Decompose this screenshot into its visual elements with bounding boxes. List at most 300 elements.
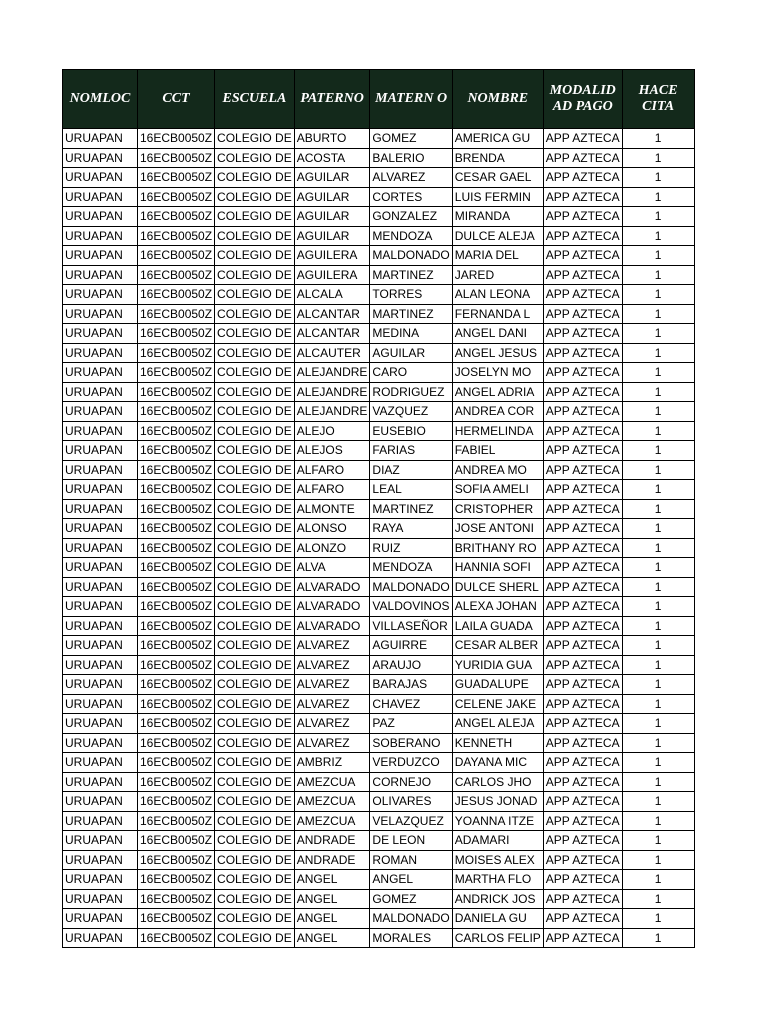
cell-hace-cita[interactable]: 1 [622,538,694,558]
cell-cct[interactable]: 16ECB0050Z [138,811,215,831]
cell-cct[interactable]: 16ECB0050Z [138,519,215,539]
header-modalidad-pago[interactable]: MODALID AD PAGO [543,70,622,129]
cell-nombre[interactable]: JESUS JONAD [452,792,543,812]
cell-cct[interactable]: 16ECB0050Z [138,382,215,402]
cell-hace-cita[interactable]: 1 [622,499,694,519]
cell-cct[interactable]: 16ECB0050Z [138,402,215,422]
cell-materno[interactable]: DE LEON [370,831,452,851]
cell-hace-cita[interactable]: 1 [622,811,694,831]
cell-cct[interactable]: 16ECB0050Z [138,714,215,734]
cell-paterno[interactable]: ALVAREZ [294,714,370,734]
cell-escuela[interactable]: COLEGIO DE [215,577,295,597]
cell-hace-cita[interactable]: 1 [622,168,694,188]
cell-materno[interactable]: GOMEZ [370,129,452,149]
cell-nombre[interactable]: ANDRICK JOS [452,889,543,909]
cell-materno[interactable]: MALDONADO [370,246,452,266]
cell-paterno[interactable]: ALEJANDRE [294,382,370,402]
cell-paterno[interactable]: AGUILAR [294,207,370,227]
cell-nomloc[interactable]: URUAPAN [63,480,138,500]
cell-nomloc[interactable]: URUAPAN [63,285,138,305]
cell-paterno[interactable]: ALCANTAR [294,304,370,324]
cell-paterno[interactable]: ALVAREZ [294,733,370,753]
cell-nombre[interactable]: DULCE SHERL [452,577,543,597]
cell-nombre[interactable]: LAILA GUADA [452,616,543,636]
cell-hace-cita[interactable]: 1 [622,753,694,773]
cell-nombre[interactable]: ANGEL ALEJA [452,714,543,734]
cell-modalidad-pago[interactable]: APP AZTECA [543,753,622,773]
cell-modalidad-pago[interactable]: APP AZTECA [543,792,622,812]
cell-paterno[interactable]: AGUILAR [294,226,370,246]
cell-modalidad-pago[interactable]: APP AZTECA [543,402,622,422]
cell-modalidad-pago[interactable]: APP AZTECA [543,499,622,519]
cell-hace-cita[interactable]: 1 [622,304,694,324]
cell-escuela[interactable]: COLEGIO DE [215,811,295,831]
cell-modalidad-pago[interactable]: APP AZTECA [543,168,622,188]
cell-nombre[interactable]: GUADALUPE [452,675,543,695]
cell-materno[interactable]: VALDOVINOS [370,597,452,617]
cell-materno[interactable]: TORRES [370,285,452,305]
cell-hace-cita[interactable]: 1 [622,928,694,948]
cell-paterno[interactable]: ALVAREZ [294,675,370,695]
cell-cct[interactable]: 16ECB0050Z [138,441,215,461]
cell-nomloc[interactable]: URUAPAN [63,460,138,480]
cell-nombre[interactable]: MARIA DEL [452,246,543,266]
cell-cct[interactable]: 16ECB0050Z [138,538,215,558]
cell-cct[interactable]: 16ECB0050Z [138,753,215,773]
cell-modalidad-pago[interactable]: APP AZTECA [543,577,622,597]
cell-nomloc[interactable]: URUAPAN [63,421,138,441]
cell-nombre[interactable]: DULCE ALEJA [452,226,543,246]
cell-nomloc[interactable]: URUAPAN [63,733,138,753]
cell-cct[interactable]: 16ECB0050Z [138,597,215,617]
cell-materno[interactable]: MORALES [370,928,452,948]
cell-modalidad-pago[interactable]: APP AZTECA [543,343,622,363]
cell-paterno[interactable]: ALEJOS [294,441,370,461]
cell-nomloc[interactable]: URUAPAN [63,226,138,246]
cell-cct[interactable]: 16ECB0050Z [138,304,215,324]
cell-paterno[interactable]: ALFARO [294,480,370,500]
cell-nombre[interactable]: MARTHA FLO [452,870,543,890]
cell-escuela[interactable]: COLEGIO DE [215,480,295,500]
cell-cct[interactable]: 16ECB0050Z [138,246,215,266]
cell-nombre[interactable]: ANDREA COR [452,402,543,422]
cell-escuela[interactable]: COLEGIO DE [215,909,295,929]
cell-nombre[interactable]: CARLOS FELIP [452,928,543,948]
cell-cct[interactable]: 16ECB0050Z [138,675,215,695]
cell-cct[interactable]: 16ECB0050Z [138,460,215,480]
cell-nomloc[interactable]: URUAPAN [63,148,138,168]
cell-paterno[interactable]: AMEZCUA [294,772,370,792]
cell-modalidad-pago[interactable]: APP AZTECA [543,831,622,851]
cell-materno[interactable]: MENDOZA [370,226,452,246]
cell-modalidad-pago[interactable]: APP AZTECA [543,928,622,948]
cell-materno[interactable]: GOMEZ [370,889,452,909]
cell-nombre[interactable]: ANDREA MO [452,460,543,480]
cell-escuela[interactable]: COLEGIO DE [215,304,295,324]
cell-hace-cita[interactable]: 1 [622,129,694,149]
cell-modalidad-pago[interactable]: APP AZTECA [543,480,622,500]
cell-cct[interactable]: 16ECB0050Z [138,265,215,285]
cell-materno[interactable]: AGUIRRE [370,636,452,656]
cell-escuela[interactable]: COLEGIO DE [215,343,295,363]
cell-nomloc[interactable]: URUAPAN [63,616,138,636]
cell-hace-cita[interactable]: 1 [622,324,694,344]
cell-materno[interactable]: MEDINA [370,324,452,344]
cell-paterno[interactable]: ALCANTAR [294,324,370,344]
cell-nombre[interactable]: LUIS FERMIN [452,187,543,207]
cell-nomloc[interactable]: URUAPAN [63,811,138,831]
cell-modalidad-pago[interactable]: APP AZTECA [543,207,622,227]
cell-hace-cita[interactable]: 1 [622,343,694,363]
cell-nomloc[interactable]: URUAPAN [63,207,138,227]
cell-nomloc[interactable]: URUAPAN [63,772,138,792]
cell-materno[interactable]: FARIAS [370,441,452,461]
cell-modalidad-pago[interactable]: APP AZTECA [543,363,622,383]
cell-modalidad-pago[interactable]: APP AZTECA [543,616,622,636]
cell-cct[interactable]: 16ECB0050Z [138,480,215,500]
cell-escuela[interactable]: COLEGIO DE [215,441,295,461]
cell-cct[interactable]: 16ECB0050Z [138,870,215,890]
cell-escuela[interactable]: COLEGIO DE [215,187,295,207]
cell-escuela[interactable]: COLEGIO DE [215,421,295,441]
cell-escuela[interactable]: COLEGIO DE [215,363,295,383]
cell-cct[interactable]: 16ECB0050Z [138,226,215,246]
cell-nombre[interactable]: YOANNA ITZE [452,811,543,831]
cell-materno[interactable]: AGUILAR [370,343,452,363]
cell-hace-cita[interactable]: 1 [622,382,694,402]
cell-nombre[interactable]: DAYANA MIC [452,753,543,773]
cell-materno[interactable]: EUSEBIO [370,421,452,441]
cell-paterno[interactable]: AGUILAR [294,187,370,207]
cell-materno[interactable]: CORNEJO [370,772,452,792]
cell-nombre[interactable]: AMERICA GU [452,129,543,149]
cell-materno[interactable]: DIAZ [370,460,452,480]
header-materno[interactable]: MATERN O [370,70,452,129]
cell-escuela[interactable]: COLEGIO DE [215,655,295,675]
cell-materno[interactable]: CARO [370,363,452,383]
cell-paterno[interactable]: AGUILERA [294,246,370,266]
cell-cct[interactable]: 16ECB0050Z [138,772,215,792]
header-cct[interactable]: CCT [138,70,215,129]
cell-escuela[interactable]: COLEGIO DE [215,246,295,266]
cell-paterno[interactable]: ALEJANDRE [294,402,370,422]
cell-nombre[interactable]: SOFIA AMELI [452,480,543,500]
header-nombre[interactable]: NOMBRE [452,70,543,129]
cell-nombre[interactable]: BRENDA [452,148,543,168]
cell-nomloc[interactable]: URUAPAN [63,753,138,773]
cell-hace-cita[interactable]: 1 [622,636,694,656]
cell-materno[interactable]: MENDOZA [370,558,452,578]
cell-hace-cita[interactable]: 1 [622,714,694,734]
cell-nomloc[interactable]: URUAPAN [63,558,138,578]
cell-hace-cita[interactable]: 1 [622,616,694,636]
cell-modalidad-pago[interactable]: APP AZTECA [543,811,622,831]
cell-nomloc[interactable]: URUAPAN [63,792,138,812]
cell-paterno[interactable]: ALVARADO [294,616,370,636]
cell-modalidad-pago[interactable]: APP AZTECA [543,441,622,461]
cell-materno[interactable]: CHAVEZ [370,694,452,714]
cell-paterno[interactable]: ANDRADE [294,850,370,870]
cell-cct[interactable]: 16ECB0050Z [138,558,215,578]
cell-modalidad-pago[interactable]: APP AZTECA [543,889,622,909]
cell-materno[interactable]: RODRIGUEZ [370,382,452,402]
cell-materno[interactable]: VERDUZCO [370,753,452,773]
cell-modalidad-pago[interactable]: APP AZTECA [543,772,622,792]
cell-nombre[interactable]: DANIELA GU [452,909,543,929]
cell-nombre[interactable]: FABIEL [452,441,543,461]
cell-cct[interactable]: 16ECB0050Z [138,129,215,149]
cell-materno[interactable]: MALDONADO [370,577,452,597]
cell-escuela[interactable]: COLEGIO DE [215,402,295,422]
cell-cct[interactable]: 16ECB0050Z [138,694,215,714]
cell-materno[interactable]: OLIVARES [370,792,452,812]
cell-materno[interactable]: ROMAN [370,850,452,870]
cell-hace-cita[interactable]: 1 [622,850,694,870]
header-hace-cita[interactable]: HACE CITA [622,70,694,129]
cell-paterno[interactable]: ALMONTE [294,499,370,519]
cell-nomloc[interactable]: URUAPAN [63,538,138,558]
cell-cct[interactable]: 16ECB0050Z [138,148,215,168]
cell-escuela[interactable]: COLEGIO DE [215,694,295,714]
cell-hace-cita[interactable]: 1 [622,655,694,675]
cell-escuela[interactable]: COLEGIO DE [215,129,295,149]
cell-nombre[interactable]: HERMELINDA [452,421,543,441]
cell-nombre[interactable]: FERNANDA L [452,304,543,324]
cell-escuela[interactable]: COLEGIO DE [215,831,295,851]
cell-cct[interactable]: 16ECB0050Z [138,285,215,305]
cell-paterno[interactable]: ACOSTA [294,148,370,168]
cell-paterno[interactable]: ALCALA [294,285,370,305]
cell-paterno[interactable]: ALVAREZ [294,694,370,714]
cell-modalidad-pago[interactable]: APP AZTECA [543,460,622,480]
cell-escuela[interactable]: COLEGIO DE [215,850,295,870]
cell-nomloc[interactable]: URUAPAN [63,694,138,714]
cell-nomloc[interactable]: URUAPAN [63,265,138,285]
header-paterno[interactable]: PATERNO [294,70,370,129]
cell-modalidad-pago[interactable]: APP AZTECA [543,324,622,344]
cell-hace-cita[interactable]: 1 [622,402,694,422]
cell-cct[interactable]: 16ECB0050Z [138,363,215,383]
cell-paterno[interactable]: ALEJO [294,421,370,441]
cell-cct[interactable]: 16ECB0050Z [138,421,215,441]
cell-nombre[interactable]: YURIDIA GUA [452,655,543,675]
cell-materno[interactable]: CORTES [370,187,452,207]
cell-nomloc[interactable]: URUAPAN [63,324,138,344]
cell-hace-cita[interactable]: 1 [622,558,694,578]
cell-materno[interactable]: MARTINEZ [370,265,452,285]
cell-paterno[interactable]: ALONSO [294,519,370,539]
cell-cct[interactable]: 16ECB0050Z [138,616,215,636]
cell-modalidad-pago[interactable]: APP AZTECA [543,597,622,617]
cell-modalidad-pago[interactable]: APP AZTECA [543,129,622,149]
cell-paterno[interactable]: ALVARADO [294,577,370,597]
cell-nombre[interactable]: CESAR GAEL [452,168,543,188]
cell-nomloc[interactable]: URUAPAN [63,187,138,207]
cell-nombre[interactable]: CESAR ALBER [452,636,543,656]
cell-hace-cita[interactable]: 1 [622,441,694,461]
cell-modalidad-pago[interactable]: APP AZTECA [543,285,622,305]
cell-nombre[interactable]: KENNETH [452,733,543,753]
cell-cct[interactable]: 16ECB0050Z [138,168,215,188]
cell-cct[interactable]: 16ECB0050Z [138,499,215,519]
cell-paterno[interactable]: ALVA [294,558,370,578]
cell-materno[interactable]: ARAUJO [370,655,452,675]
cell-materno[interactable]: GONZALEZ [370,207,452,227]
cell-hace-cita[interactable]: 1 [622,889,694,909]
cell-modalidad-pago[interactable]: APP AZTECA [543,265,622,285]
cell-materno[interactable]: VILLASEÑOR [370,616,452,636]
cell-nombre[interactable]: ADAMARI [452,831,543,851]
cell-materno[interactable]: BALERIO [370,148,452,168]
cell-escuela[interactable]: COLEGIO DE [215,616,295,636]
cell-nomloc[interactable]: URUAPAN [63,831,138,851]
cell-nomloc[interactable]: URUAPAN [63,382,138,402]
cell-hace-cita[interactable]: 1 [622,577,694,597]
cell-hace-cita[interactable]: 1 [622,831,694,851]
cell-modalidad-pago[interactable]: APP AZTECA [543,519,622,539]
cell-modalidad-pago[interactable]: APP AZTECA [543,558,622,578]
cell-materno[interactable]: LEAL [370,480,452,500]
cell-escuela[interactable]: COLEGIO DE [215,265,295,285]
cell-escuela[interactable]: COLEGIO DE [215,889,295,909]
cell-nomloc[interactable]: URUAPAN [63,519,138,539]
cell-modalidad-pago[interactable]: APP AZTECA [543,733,622,753]
cell-paterno[interactable]: AGUILAR [294,168,370,188]
cell-modalidad-pago[interactable]: APP AZTECA [543,850,622,870]
cell-paterno[interactable]: ALVARADO [294,597,370,617]
cell-nomloc[interactable]: URUAPAN [63,597,138,617]
cell-escuela[interactable]: COLEGIO DE [215,148,295,168]
cell-nomloc[interactable]: URUAPAN [63,499,138,519]
cell-nombre[interactable]: ALEXA JOHAN [452,597,543,617]
cell-escuela[interactable]: COLEGIO DE [215,460,295,480]
cell-escuela[interactable]: COLEGIO DE [215,870,295,890]
cell-cct[interactable]: 16ECB0050Z [138,324,215,344]
cell-hace-cita[interactable]: 1 [622,792,694,812]
cell-hace-cita[interactable]: 1 [622,246,694,266]
cell-materno[interactable]: ANGEL [370,870,452,890]
cell-cct[interactable]: 16ECB0050Z [138,655,215,675]
cell-nomloc[interactable]: URUAPAN [63,870,138,890]
cell-nombre[interactable]: JOSELYN MO [452,363,543,383]
cell-nombre[interactable]: CRISTOPHER [452,499,543,519]
cell-nombre[interactable]: CARLOS JHO [452,772,543,792]
cell-hace-cita[interactable]: 1 [622,421,694,441]
cell-materno[interactable]: PAZ [370,714,452,734]
cell-modalidad-pago[interactable]: APP AZTECA [543,187,622,207]
cell-materno[interactable]: MARTINEZ [370,499,452,519]
cell-nombre[interactable]: JOSE ANTONI [452,519,543,539]
cell-nomloc[interactable]: URUAPAN [63,714,138,734]
cell-cct[interactable]: 16ECB0050Z [138,831,215,851]
cell-modalidad-pago[interactable]: APP AZTECA [543,909,622,929]
cell-materno[interactable]: SOBERANO [370,733,452,753]
cell-paterno[interactable]: ANDRADE [294,831,370,851]
cell-nomloc[interactable]: URUAPAN [63,343,138,363]
cell-paterno[interactable]: ANGEL [294,870,370,890]
cell-cct[interactable]: 16ECB0050Z [138,577,215,597]
cell-nomloc[interactable]: URUAPAN [63,655,138,675]
cell-escuela[interactable]: COLEGIO DE [215,772,295,792]
cell-materno[interactable]: MALDONADO [370,909,452,929]
cell-hace-cita[interactable]: 1 [622,207,694,227]
cell-escuela[interactable]: COLEGIO DE [215,382,295,402]
cell-escuela[interactable]: COLEGIO DE [215,928,295,948]
cell-paterno[interactable]: AGUILERA [294,265,370,285]
cell-hace-cita[interactable]: 1 [622,870,694,890]
header-escuela[interactable]: ESCUELA [215,70,295,129]
cell-paterno[interactable]: ALVAREZ [294,655,370,675]
cell-nomloc[interactable]: URUAPAN [63,129,138,149]
cell-cct[interactable]: 16ECB0050Z [138,636,215,656]
cell-paterno[interactable]: ALEJANDRE [294,363,370,383]
cell-materno[interactable]: BARAJAS [370,675,452,695]
cell-hace-cita[interactable]: 1 [622,265,694,285]
cell-modalidad-pago[interactable]: APP AZTECA [543,694,622,714]
cell-nomloc[interactable]: URUAPAN [63,889,138,909]
cell-hace-cita[interactable]: 1 [622,772,694,792]
cell-hace-cita[interactable]: 1 [622,187,694,207]
cell-hace-cita[interactable]: 1 [622,675,694,695]
cell-modalidad-pago[interactable]: APP AZTECA [543,148,622,168]
cell-modalidad-pago[interactable]: APP AZTECA [543,226,622,246]
cell-materno[interactable]: ALVAREZ [370,168,452,188]
cell-modalidad-pago[interactable]: APP AZTECA [543,870,622,890]
cell-modalidad-pago[interactable]: APP AZTECA [543,714,622,734]
cell-hace-cita[interactable]: 1 [622,363,694,383]
cell-cct[interactable]: 16ECB0050Z [138,928,215,948]
cell-nombre[interactable]: JARED [452,265,543,285]
cell-hace-cita[interactable]: 1 [622,148,694,168]
cell-paterno[interactable]: ALCAUTER [294,343,370,363]
cell-materno[interactable]: VELAZQUEZ [370,811,452,831]
cell-nomloc[interactable]: URUAPAN [63,928,138,948]
cell-materno[interactable]: RAYA [370,519,452,539]
cell-escuela[interactable]: COLEGIO DE [215,675,295,695]
cell-modalidad-pago[interactable]: APP AZTECA [543,421,622,441]
cell-modalidad-pago[interactable]: APP AZTECA [543,246,622,266]
cell-escuela[interactable]: COLEGIO DE [215,499,295,519]
cell-nombre[interactable]: MOISES ALEX [452,850,543,870]
cell-escuela[interactable]: COLEGIO DE [215,558,295,578]
cell-escuela[interactable]: COLEGIO DE [215,538,295,558]
cell-nomloc[interactable]: URUAPAN [63,636,138,656]
cell-escuela[interactable]: COLEGIO DE [215,324,295,344]
cell-nomloc[interactable]: URUAPAN [63,304,138,324]
cell-paterno[interactable]: AMBRIZ [294,753,370,773]
cell-paterno[interactable]: ANGEL [294,889,370,909]
cell-nomloc[interactable]: URUAPAN [63,577,138,597]
cell-escuela[interactable]: COLEGIO DE [215,597,295,617]
cell-modalidad-pago[interactable]: APP AZTECA [543,636,622,656]
cell-modalidad-pago[interactable]: APP AZTECA [543,304,622,324]
cell-materno[interactable]: RUIZ [370,538,452,558]
cell-nombre[interactable]: BRITHANY RO [452,538,543,558]
cell-nomloc[interactable]: URUAPAN [63,909,138,929]
cell-modalidad-pago[interactable]: APP AZTECA [543,382,622,402]
cell-materno[interactable]: MARTINEZ [370,304,452,324]
cell-escuela[interactable]: COLEGIO DE [215,519,295,539]
cell-nombre[interactable]: HANNIA SOFI [452,558,543,578]
cell-paterno[interactable]: AMEZCUA [294,792,370,812]
cell-nomloc[interactable]: URUAPAN [63,402,138,422]
cell-modalidad-pago[interactable]: APP AZTECA [543,675,622,695]
cell-nombre[interactable]: ALAN LEONA [452,285,543,305]
cell-paterno[interactable]: ALONZO [294,538,370,558]
cell-cct[interactable]: 16ECB0050Z [138,909,215,929]
cell-nombre[interactable]: ANGEL JESUS [452,343,543,363]
cell-hace-cita[interactable]: 1 [622,597,694,617]
